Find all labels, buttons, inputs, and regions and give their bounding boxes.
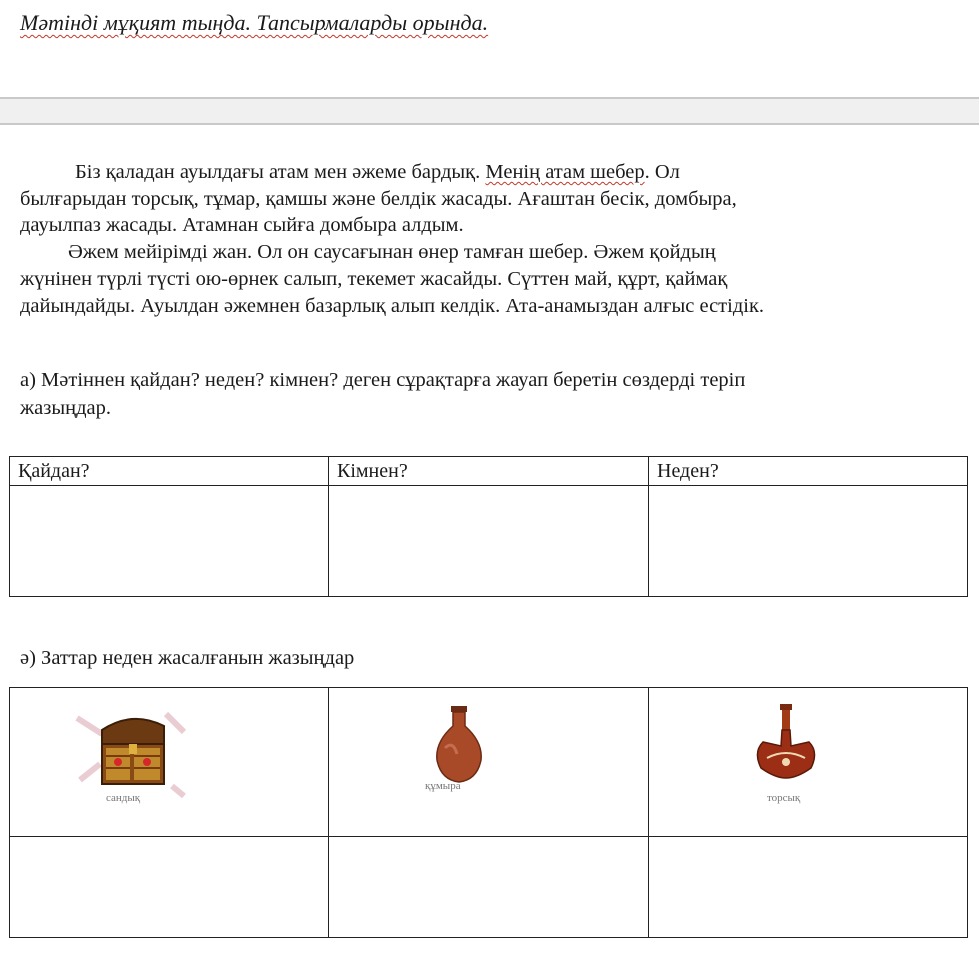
answer-cell-neden[interactable] bbox=[649, 486, 968, 597]
caption-jug: құмыра bbox=[425, 780, 461, 792]
answer-cell-jug[interactable] bbox=[329, 837, 649, 938]
table-b bbox=[9, 687, 968, 938]
table-a bbox=[9, 456, 968, 597]
header-kaidan: Қайдан? bbox=[10, 457, 329, 486]
table-b-answer-row bbox=[10, 837, 968, 938]
task-a-line-1: а) Мәтіннен қайдан? неден? кімнен? деген сұрақтарға жауап беретін сөздерді теріп bbox=[20, 369, 746, 391]
task-b: ә) Заттар неден жасалғанын жазыңдар bbox=[20, 647, 355, 669]
text-line-1 bbox=[20, 159, 950, 186]
text-line-1-start: Біз қаладан ауылдағы атам мен әжеме бардық. bbox=[75, 161, 486, 183]
text-line-2: былғарыдан торсық, тұмар, қамшы және белдік жасады. Ағаштан бесік, домбыра, bbox=[20, 187, 737, 210]
torsyk-icon bbox=[751, 702, 821, 784]
text-line-1-end: . Ол bbox=[644, 161, 680, 183]
task-a-line-2: жазыңдар. bbox=[20, 397, 112, 419]
header-divider-band bbox=[0, 97, 979, 125]
item-cell-chest bbox=[10, 688, 329, 837]
header-kimnen: Кімнен? bbox=[329, 457, 649, 486]
caption-chest: сандық bbox=[106, 792, 141, 804]
text-line-4: Әжем мейірімді жан. Ол он саусағынан өнер тамған шебер. Әжем қойдың bbox=[68, 241, 716, 264]
item-cell-jug bbox=[329, 688, 649, 837]
text-line-3: дауылпаз жасады. Атамнан сыйға домбыра алдым. bbox=[20, 214, 464, 237]
page-heading: Мәтінді мұқият тыңда. Тапсырмаларды орында. bbox=[20, 10, 489, 35]
answer-cell-kaidan[interactable] bbox=[10, 486, 329, 597]
table-a-answer-row bbox=[10, 486, 968, 597]
reading-text bbox=[20, 159, 950, 319]
text-line-1-marked: Менің атам шебер bbox=[485, 161, 645, 183]
table-a-header-row bbox=[10, 457, 968, 486]
answer-cell-torsyk[interactable] bbox=[649, 837, 968, 938]
answer-cell-kimnen[interactable] bbox=[329, 486, 649, 597]
text-line-5: жүнінен түрлі түсті ою-өрнек салып, текемет жасайды. Сүттен май, құрт, қаймақ bbox=[20, 267, 728, 290]
text-line-6: дайындайды. Ауылдан әжемнен базарлық алып келдік. Ата-анамыздан алғыс естідік. bbox=[20, 294, 765, 317]
jug-icon bbox=[429, 704, 489, 784]
header-neden: Неден? bbox=[649, 457, 968, 486]
table-b-image-row bbox=[10, 688, 968, 837]
caption-torsyk: торсық bbox=[767, 792, 801, 804]
task-a bbox=[20, 366, 745, 422]
answer-cell-chest[interactable] bbox=[10, 837, 329, 938]
item-cell-torsyk bbox=[649, 688, 968, 837]
